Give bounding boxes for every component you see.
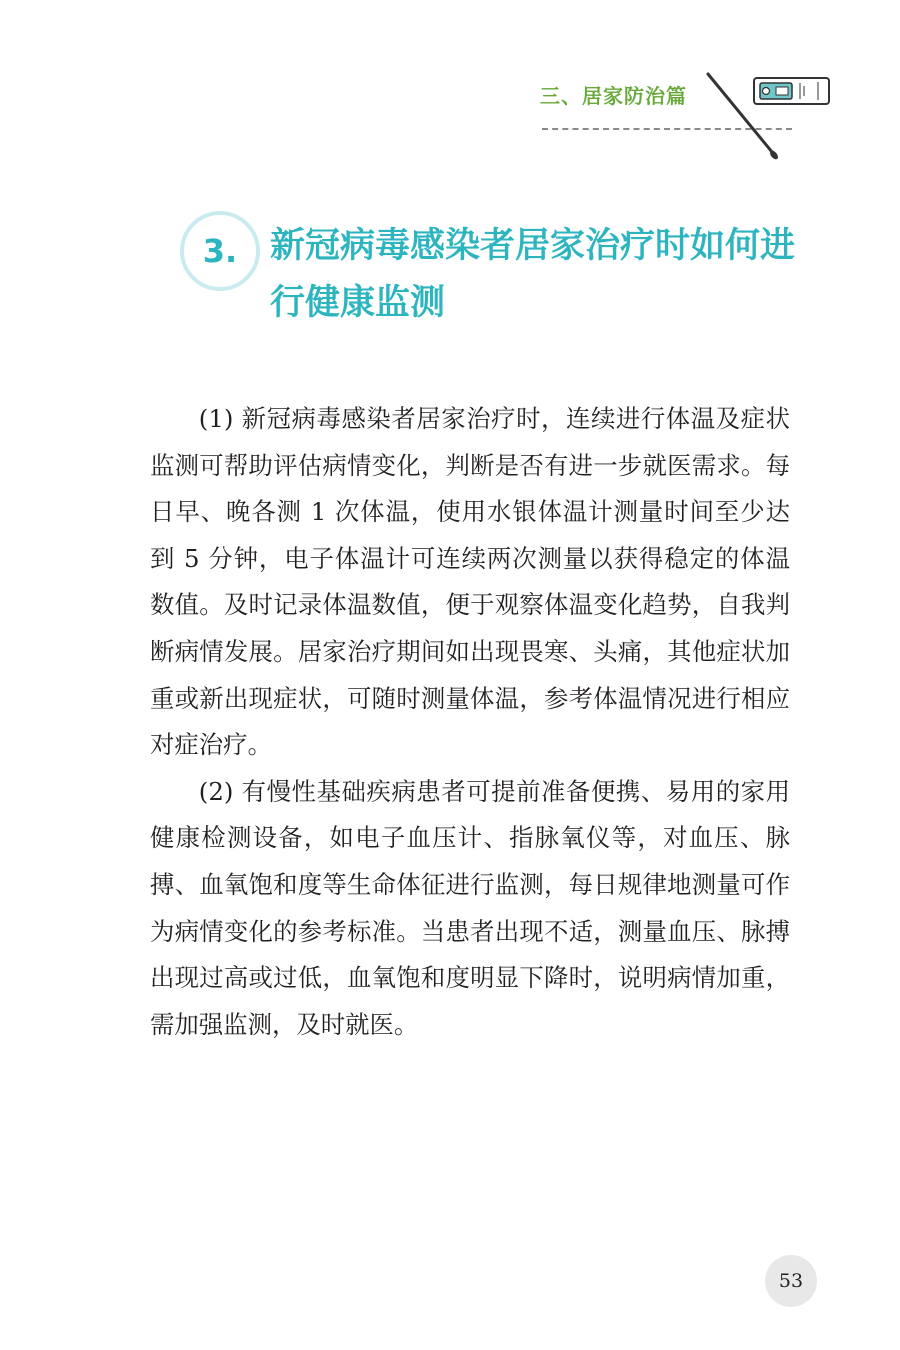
chapter-header — [0, 0, 900, 170]
paragraph-1: (1) 新冠病毒感染者居家治疗时，连续进行体温及症状监测可帮助评估病情变化，判断是否有进一步就医需求。每日早、晚各测 1 次体温，使用水银体温计测量时间至少达到 5 分钟，电子体温计可连续两次测量以获得稳定的体温数值。及时记录体温数值，便于观察体温变化趋势，自我判断病情发展。居家治疗期间如出现畏寒、头痛，其他症状加重或新出现症状，可随时测量体温，参考体温情况进行相应对症治疗。 — [150, 404, 790, 760]
body-text — [150, 396, 790, 1048]
paragraph-2: (2) 有慢性基础疾病患者可提前准备便携、易用的家用健康检测设备，如电子血压计、指脉氧仪等，对血压、脉搏、血氧饱和度等生命体征进行监测，每日规律地测量可作为病情变化的参考标准。当患者出现不适，测量血压、脉搏出现过高或过低，血氧饱和度明显下降时，说明病情加重，需加强监测，及时就医。 — [150, 776, 790, 1039]
page-number: 53 — [765, 1255, 817, 1307]
section-title: 新冠病毒感染者居家治疗时如何进行健康监测 — [270, 226, 796, 323]
antigen-test-kit-icon — [700, 68, 840, 168]
section-number: 3. — [180, 211, 260, 291]
chapter-label: 三、居家防治篇 — [540, 84, 687, 108]
